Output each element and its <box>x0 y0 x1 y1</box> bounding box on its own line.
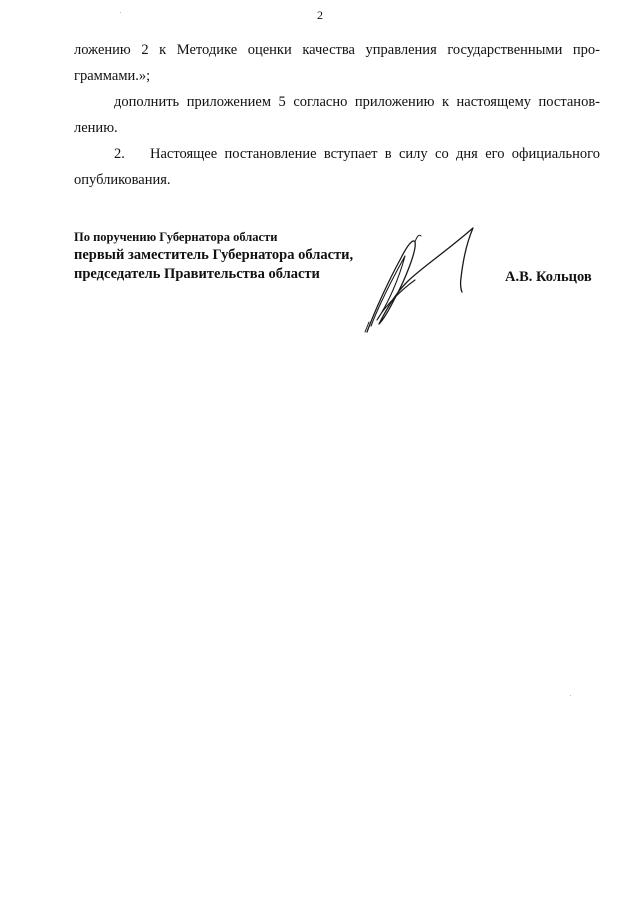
handwritten-signature <box>355 220 495 340</box>
scan-speck <box>570 695 571 696</box>
signature-on-behalf: По поручению Губернатора области <box>74 230 278 244</box>
paragraph-methodology-ending <box>74 37 600 89</box>
signer-name: А.В. Кольцов <box>505 269 592 285</box>
signature-position-line-2: председатель Правительства области <box>74 266 320 282</box>
paragraph-item-2 <box>74 141 600 193</box>
text-line: дополнить приложением 5 согласно приложению к настоящему постанов- <box>114 94 600 110</box>
paragraph-add-appendix <box>74 89 600 141</box>
page-number: 2 <box>317 8 323 22</box>
text-line <box>74 141 600 167</box>
signature-position-line-1: первый заместитель Губернатора области, <box>74 247 354 263</box>
scan-speck <box>120 12 121 13</box>
text-line: граммами.»; <box>74 68 151 84</box>
text-line: лению. <box>74 120 118 136</box>
text-line: ложению 2 к Методике оценки качества управления государственными про- <box>74 42 600 58</box>
item-text: Настоящее постановление вступает в силу со дня его официального <box>150 146 600 162</box>
item-number: 2. <box>114 146 125 162</box>
text-line: опубликования. <box>74 172 171 188</box>
